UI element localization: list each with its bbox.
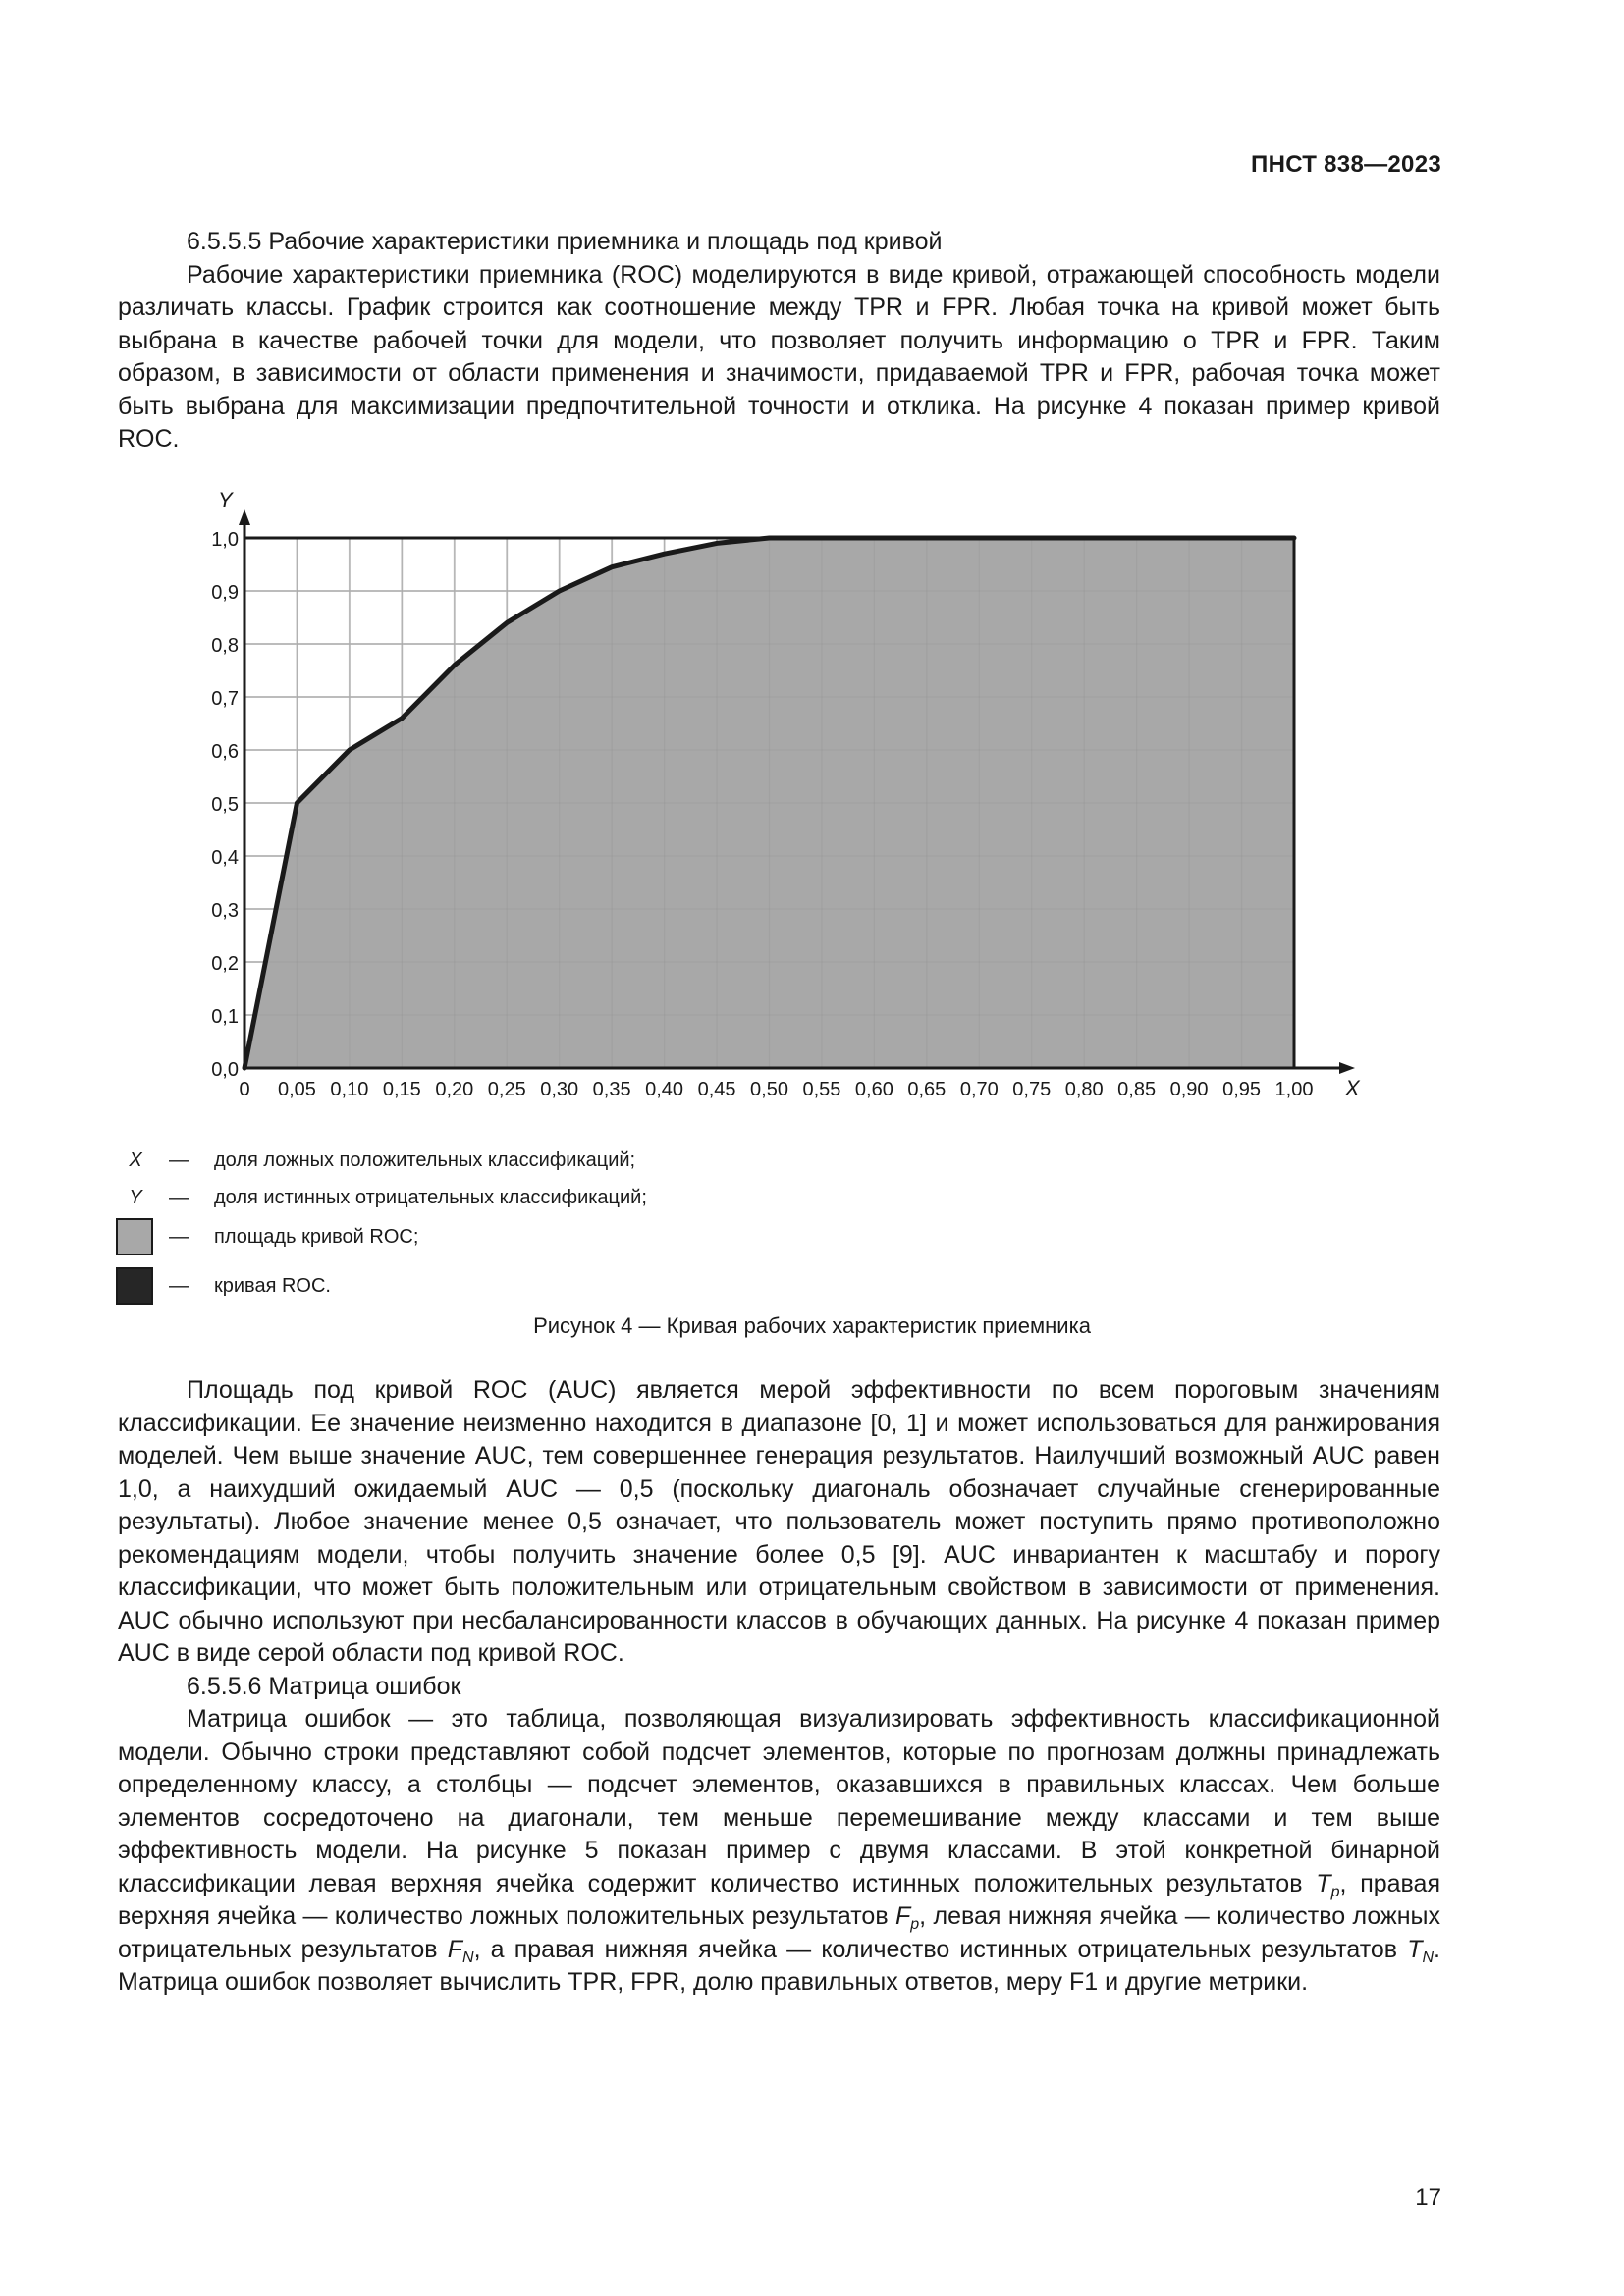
y-tick-label: 0,8 xyxy=(211,635,239,657)
legend-dash: — xyxy=(169,1225,189,1248)
x-tick-label: 0 xyxy=(239,1079,250,1100)
var-letter: T xyxy=(1316,1869,1331,1897)
legend-swatch-curve xyxy=(116,1267,153,1305)
y-tick-label: 1,0 xyxy=(211,529,239,551)
x-tick-label: 0,35 xyxy=(592,1079,631,1100)
y-tick-label: 0,4 xyxy=(211,847,239,869)
text-fragment: . Матрица ошибок позволяет вычислить TPR, FPR, долю правильных ответов, меру F1 и другие метрики. xyxy=(118,1935,1440,1996)
y-tick-label: 0,2 xyxy=(211,953,239,975)
section-heading-confusion-matrix: 6.5.5.6 Матрица ошибок xyxy=(187,1672,461,1700)
x-axis-letter: X xyxy=(1345,1076,1360,1100)
x-tick-label: 1,00 xyxy=(1274,1079,1314,1100)
text-fragment: , а правая нижняя ячейка — количество истинных отрицательных результатов xyxy=(473,1935,1408,1963)
var-letter: T xyxy=(1407,1935,1423,1963)
var-fn xyxy=(447,1935,474,1966)
x-tick-label: 0,40 xyxy=(645,1079,684,1100)
x-tick-label: 0,80 xyxy=(1064,1079,1104,1100)
legend-text: кривая ROC. xyxy=(214,1274,331,1297)
legend-dash: — xyxy=(169,1148,189,1171)
y-tick-label: 0,3 xyxy=(211,900,239,922)
x-tick-label: 0,50 xyxy=(750,1079,788,1100)
x-tick-label: 0,45 xyxy=(697,1079,736,1100)
y-axis-arrow xyxy=(239,509,250,525)
y-axis-letter: Y xyxy=(218,488,233,512)
x-tick-labels xyxy=(239,1079,1313,1100)
x-tick-label: 0,90 xyxy=(1169,1079,1209,1100)
roc-figure xyxy=(0,0,1624,1119)
legend-text: доля ложных положительных классификаций; xyxy=(214,1148,636,1171)
text-fragment: , правая верхняя ячейка — количество ложных положительных результатов xyxy=(118,1869,1440,1930)
x-tick-label: 0,20 xyxy=(435,1079,474,1100)
document-code: ПНСТ 838—2023 xyxy=(1251,151,1441,178)
chart-grid-over-area xyxy=(244,538,1294,1068)
figure-caption: Рисунок 4 — Кривая рабочих характеристик приемника xyxy=(533,1313,1091,1338)
var-subscript: N xyxy=(462,1949,474,1966)
y-tick-labels xyxy=(211,529,239,1081)
legend-swatch-area xyxy=(116,1218,153,1255)
legend-text: доля истинных отрицательных классификаций; xyxy=(214,1186,647,1208)
legend-dash: — xyxy=(169,1186,189,1208)
legend-symbol: Y xyxy=(129,1186,142,1208)
roc-chart xyxy=(0,0,1624,1119)
y-tick-label: 0,1 xyxy=(211,1006,239,1028)
var-letter: F xyxy=(894,1902,911,1930)
y-tick-label: 0,7 xyxy=(211,688,239,710)
x-tick-label: 0,25 xyxy=(487,1079,526,1100)
var-fp xyxy=(894,1902,920,1933)
x-tick-label: 0,60 xyxy=(854,1079,893,1100)
page-number: 17 xyxy=(1415,2184,1441,2211)
paragraph-confusion-matrix xyxy=(118,1703,1440,2000)
y-tick-label: 0,9 xyxy=(211,582,239,604)
legend-text: площадь кривой ROC; xyxy=(214,1225,419,1248)
var-tp xyxy=(1316,1869,1340,1900)
x-tick-label: 0,30 xyxy=(540,1079,579,1100)
x-axis-arrow xyxy=(1339,1062,1355,1074)
x-tick-label: 0,05 xyxy=(277,1079,316,1100)
var-letter: F xyxy=(447,1935,462,1963)
section-auc-and-matrix xyxy=(118,1374,1440,2000)
var-subscript: N xyxy=(1422,1949,1435,1966)
x-tick-label: 0,85 xyxy=(1117,1079,1157,1100)
legend-symbol: X xyxy=(129,1148,142,1171)
x-tick-label: 0,10 xyxy=(330,1079,369,1100)
text-fragment: , левая нижняя ячейка — количество ложных отрицательных результатов xyxy=(118,1902,1440,1963)
x-tick-label: 0,55 xyxy=(802,1079,841,1100)
var-tn xyxy=(1407,1935,1435,1966)
x-tick-label: 0,15 xyxy=(382,1079,421,1100)
text-fragment: Матрица ошибок — это таблица, позволяющая визуализировать эффективность классификационной модели. Обычно строки представляют собой подсчет элементов, которые по прогнозам должны принадлежать определенному классу, а столбцы — подсчет элементов, оказавшихся в правильных классах. Чем больше элементов сосредоточено на диагонали, тем меньше перемешивание между классами и тем выше эффективность модели. На рисунке 5 показан пример с двумя классами. В этой конкретной бинарной классификации левая верхняя ячейка содержит количество истинных положительных результатов xyxy=(118,1705,1440,1897)
section-heading-roc: 6.5.5.5 Рабочие характеристики приемника и площадь под кривой xyxy=(187,228,943,255)
var-subscript: p xyxy=(910,1916,920,1933)
paragraph-roc-description: Рабочие характеристики приемника (ROC) моделируются в виде кривой, отражающей способность модели различать классы. График строится как соотношение между TPR и FPR. Любая точка на кривой может быть выбрана в качестве рабочей точки для модели, что позволяет получить информацию о TPR и FPR. Таким образом, в зависимости от области применения и значимости, придаваемой TPR и FPR, рабочая точка может быть выбрана для максимизации предпочтительной точности и отклика. На рисунке 4 показан пример кривой ROC. xyxy=(118,260,1440,453)
x-tick-label: 0,95 xyxy=(1222,1079,1262,1100)
y-tick-label: 0,6 xyxy=(211,741,239,763)
x-tick-label: 0,70 xyxy=(959,1079,999,1100)
y-tick-label: 0,0 xyxy=(211,1059,239,1081)
y-tick-label: 0,5 xyxy=(211,794,239,816)
x-tick-label: 0,65 xyxy=(907,1079,947,1100)
var-subscript: p xyxy=(1330,1883,1340,1900)
legend-dash: — xyxy=(169,1274,189,1297)
paragraph-auc: Площадь под кривой ROC (AUC) является мерой эффективности по всем пороговым значениям классификации. Ее значение неизменно находится в диапазоне [0, 1] и может использоваться для ранжирования моделей. Чем выше значение AUC, тем совершеннее генерация результатов. Наилучший возможный AUC равен 1,0, а наихудший ожидаемый AUC — 0,5 (поскольку диагональ обозначает случайные сгенерированные результаты). Любое значение менее 0,5 означает, что пользователь может поступить прямо противоположно рекомендациям модели, чтобы получить значение более 0,5 [9]. AUC инвариантен к масштабу и порогу классификации, что может быть положительным или отрицательным свойством в зависимости от применения. AUC обычно используют при несбалансированности классов в обучающих данных. На рисунке 4 показан пример AUC в виде серой области под кривой ROC. xyxy=(118,1376,1440,1667)
x-tick-label: 0,75 xyxy=(1012,1079,1052,1100)
